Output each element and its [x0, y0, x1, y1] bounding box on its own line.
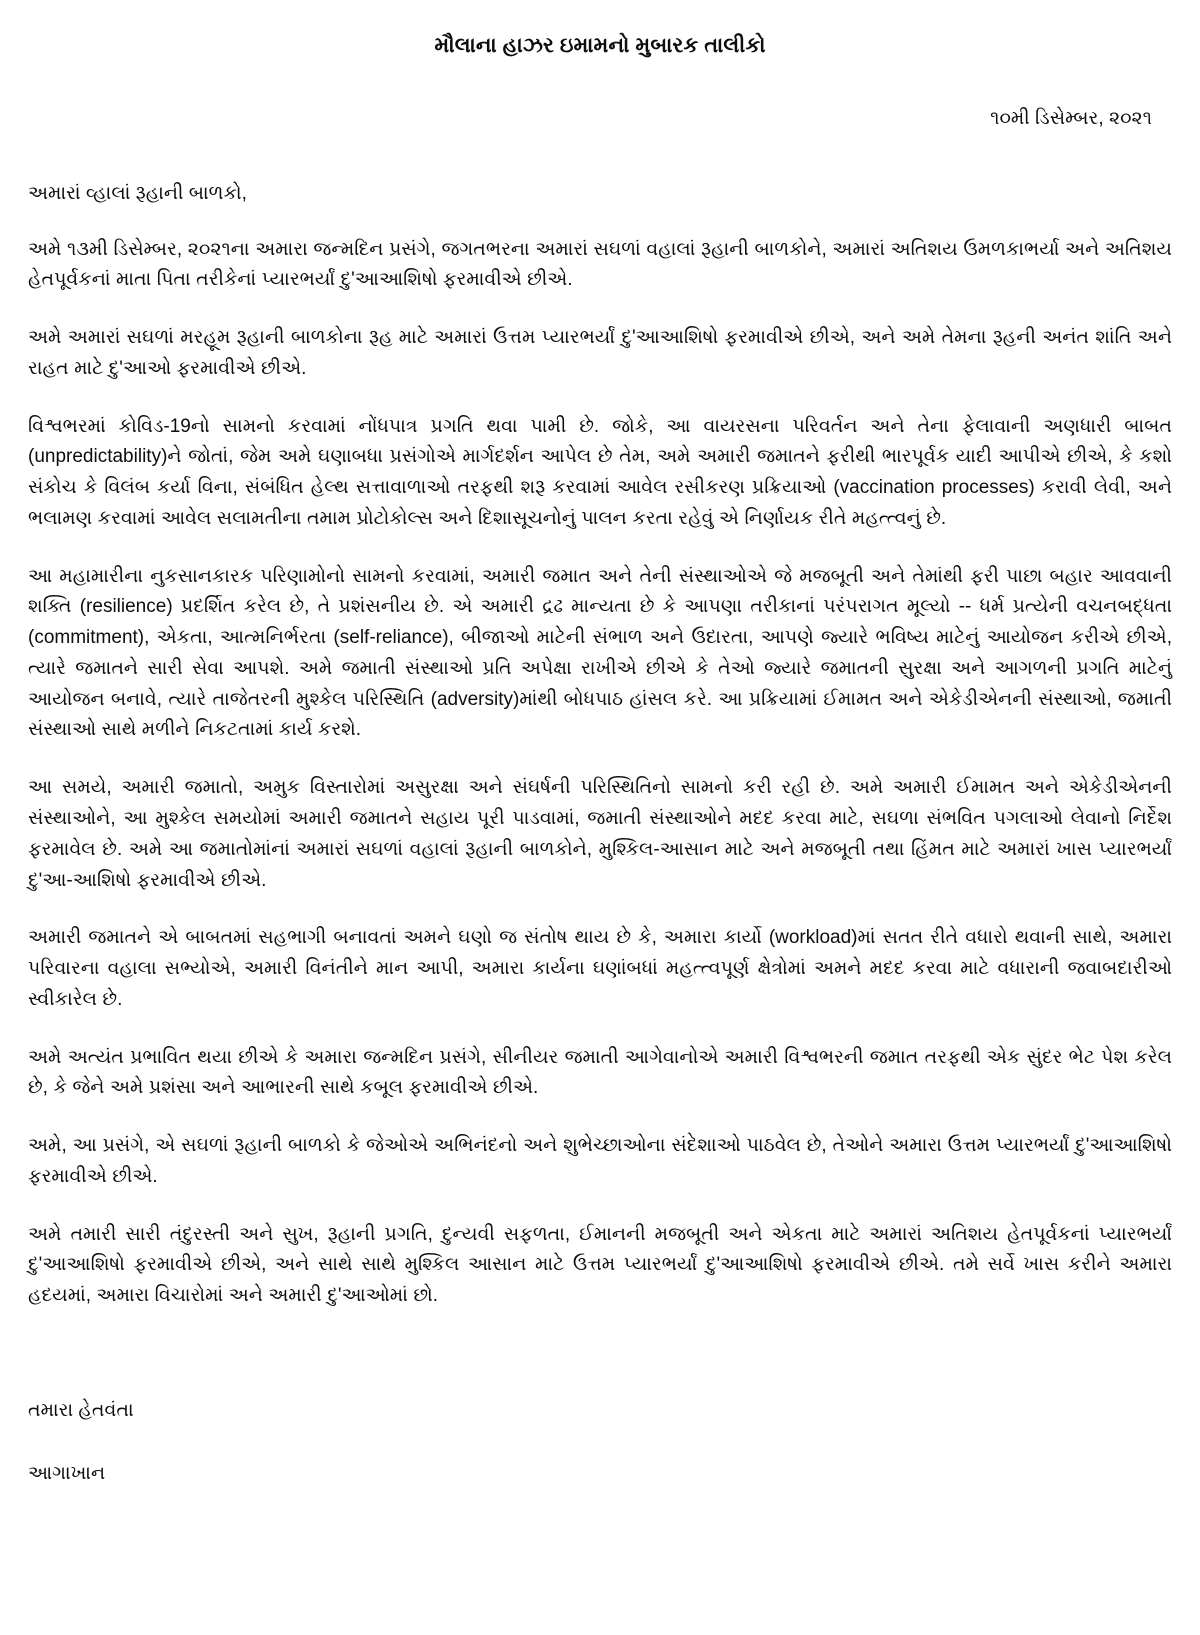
- letter-paragraph: અમે, આ પ્રસંગે, એ સઘળાં રૂહાની બાળકો કે જેઓએ અભિનંદનો અને શુભેચ્છાઓના સંદેશાઓ પાઠવેલ છે, તેઓને અમારા ઉત્તમ પ્યારભર્યાં દુ'આઆશિષો ફરમાવીએ છીએ.: [28, 1135, 1172, 1187]
- letter-paragraph: આ મહામારીના નુકસાનકારક પરિણામોનો સામનો કરવામાં, અમારી જમાત અને તેની સંસ્થાઓએ જે મજબૂતી અને તેમાંથી ફરી પાછા બહાર આવવાની શક્તિ (resilience) પ્રદર્શિત કરેલ છે, તે પ્રશંસનીય છે. એ અમારી દ્રઢ માન્યતા છે કે આપણા તરીકાનાં પરંપરાગત મૂલ્યો -- ધર્મ પ્રત્યેની વચનબદ્ધતા (commitment), એકતા, આત્મનિર્ભરતા (self-reliance), બીજાઓ માટેની સંભાળ અને ઉદારતા, આપણે જ્યારે ભવિષ્ય માટેનું આયોજન કરીએ છીએ, ત્યારે જમાતને સારી સેવા આપશે. અમે જમાતી સંસ્થાઓ પ્રતિ અપેક્ષા રાખીએ છીએ કે તેઓ જ્યારે જમાતની સુરક્ષા અને આગળની પ્રગતિ માટેનું આયોજન બનાવે, ત્યારે તાજેતરની મુશ્કેલ પરિસ્થિતિ (adversity)માંથી બોધપાઠ હાંસલ કરે. આ પ્રક્રિયામાં ઈમામત અને એકેડીએનની સંસ્થાઓ, જમાતી સંસ્થાઓ સાથે મળીને નિકટતામાં કાર્ય કરશે.: [28, 565, 1172, 741]
- letter-paragraph: અમે ૧૩મી ડિસેમ્બર, ૨૦૨૧ના અમારા જન્મદિન પ્રસંગે, જગતભરના અમારાં સઘળાં વહાલાં રૂહાની બાળકોને, અમારાં અતિશય ઉમળકાભર્યા અને અતિશય હેતપૂર્વકનાં માતા પિતા તરીકેનાં પ્યારભર્યાં દુ'આઆશિષો ફરમાવીએ છીએ.: [28, 238, 1172, 291]
- page-title: મૌલાના હાઝર ઇમામનો મુબારક તાલીકો: [434, 34, 766, 57]
- letter-paragraph: અમે તમારી સારી તંદુરસ્તી અને સુખ, રૂહાની પ્રગતિ, દુન્યવી સફળતા, ઈમાનની મજબૂતી અને એકતા માટે અમારાં અતિશય હેતપૂર્વકનાં પ્યારભર્યાં દુ'આઆશિષો ફરમાવીએ છીએ, અને સાથે સાથે મુશ્કિલ આસાન માટે ઉત્તમ પ્યારભર્યાં દુ'આઆશિષો ફરમાવીએ છીએ. તમે સર્વે ખાસ કરીને અમારા હદયમાં, અમારા વિચારોમાં અને અમારી દુ'આઓમાં છો.: [28, 1223, 1172, 1307]
- closing-block: [28, 1398, 1172, 1487]
- salutation: અમારાં વ્હાલાં રૂહાની બાળકો,: [28, 182, 247, 204]
- letter-paragraph: વિશ્વભરમાં કોવિડ-19નો સામનો કરવામાં નોંધપાત્ર પ્રગતિ થવા પામી છે. જોકે, આ વાયરસના પરિવર્તન અને તેના ફેલાવાની અણધારી બાબત (unpredictability)ને જોતાં, જેમ અમે ઘણાબધા પ્રસંગોએ માર્ગદર્શન આપેલ છે તેમ, અમે અમારી જમાતને ફરીથી ભારપૂર્વક યાદી આપીએ છીએ, કે કશો સંકોચ કે વિલંબ કર્યા વિના, સંબંધિત હેલ્થ સત્તાવાળાઓ તરફથી શરૂ કરવામાં આવેલ રસીકરણ પ્રક્રિયાઓ (vaccination processes) કરાવી લેવી, અને ભલામણ કરવામાં આવેલ સલામતીના તમામ પ્રોટોકોલ્સ અને દિશાસૂચનોનું પાલન કરતા રહેવું એ નિર્ણાયક રીતે મહત્ત્વનું છે.: [28, 415, 1172, 529]
- signature-name: આગાખાન: [28, 1462, 106, 1484]
- letter-paragraph: આ સમયે, અમારી જમાતો, અમુક વિસ્તારોમાં અસુરક્ષા અને સંઘર્ષની પરિસ્થિતિનો સામનો કરી રહી છે. અમે અમારી ઈમામત અને એકેડીએનની સંસ્થાઓને, આ મુશ્કેલ સમયોમાં અમારી જમાતને સહાય પૂરી પાડવામાં, જમાતી સંસ્થાઓને મદદ કરવા માટે, સઘળા સંભવિત પગલાઓ લેવાનો નિર્દેશ ફરમાવેલ છે. અમે આ જમાતોમાંનાં અમારાં સઘળાં વહાલાં રૂહાની બાળકોને, મુશ્કિલ-આસાન માટે અને મજબૂતી તથા હિંમત માટે અમારાં ખાસ પ્યારભર્યાં દુ'આ-આશિષો ફરમાવીએ છીએ.: [28, 777, 1172, 891]
- date-line: ૧૦મી ડિસેમ્બર, ૨૦૨૧: [990, 108, 1152, 130]
- closing-salutation: તમારા હેતવંતા: [28, 1399, 134, 1421]
- letter-paragraph: અમારી જમાતને એ બાબતમાં સહભાગી બનાવતાં અમને ઘણો જ સંતોષ થાય છે કે, અમારા કાર્યો (workload)માં સતત રીતે વધારો થવાની સાથે, અમારા પરિવારના વહાલા સભ્યોએ, અમારી વિનંતીને માન આપી, અમારા કાર્યના ઘણાંબધાં મહત્ત્વપૂર્ણ ક્ષેત્રોમાં અમને મદદ કરવા માટે વધારાની જવાબદારીઓ સ્વીકારેલ છે.: [28, 927, 1172, 1010]
- letter-paragraph: અમે અમારાં સઘળાં મરહૂમ રૂહાની બાળકોના રૂહ માટે અમારાં ઉત્તમ પ્યારભર્યાં દુ'આઆશિષો ફરમાવીએ છીએ, અને અમે તેમના રૂહની અનંત શાંતિ અને રાહત માટે દુ'આઓ ફરમાવીએ છીએ.: [28, 327, 1172, 379]
- letter-paragraph: અમે અત્યંત પ્રભાવિત થયા છીએ કે અમારા જન્મદિન પ્રસંગે, સીનીયર જમાતી આગેવાનોએ અમારી વિશ્વભરની જમાત તરફથી એક સુંદર ભેટ પેશ કરેલ છે, કે જેને અમે પ્રશંસા અને આભારની સાથે કબૂલ ફરમાવીએ છીએ.: [28, 1046, 1172, 1099]
- letter-body: [28, 235, 1172, 1312]
